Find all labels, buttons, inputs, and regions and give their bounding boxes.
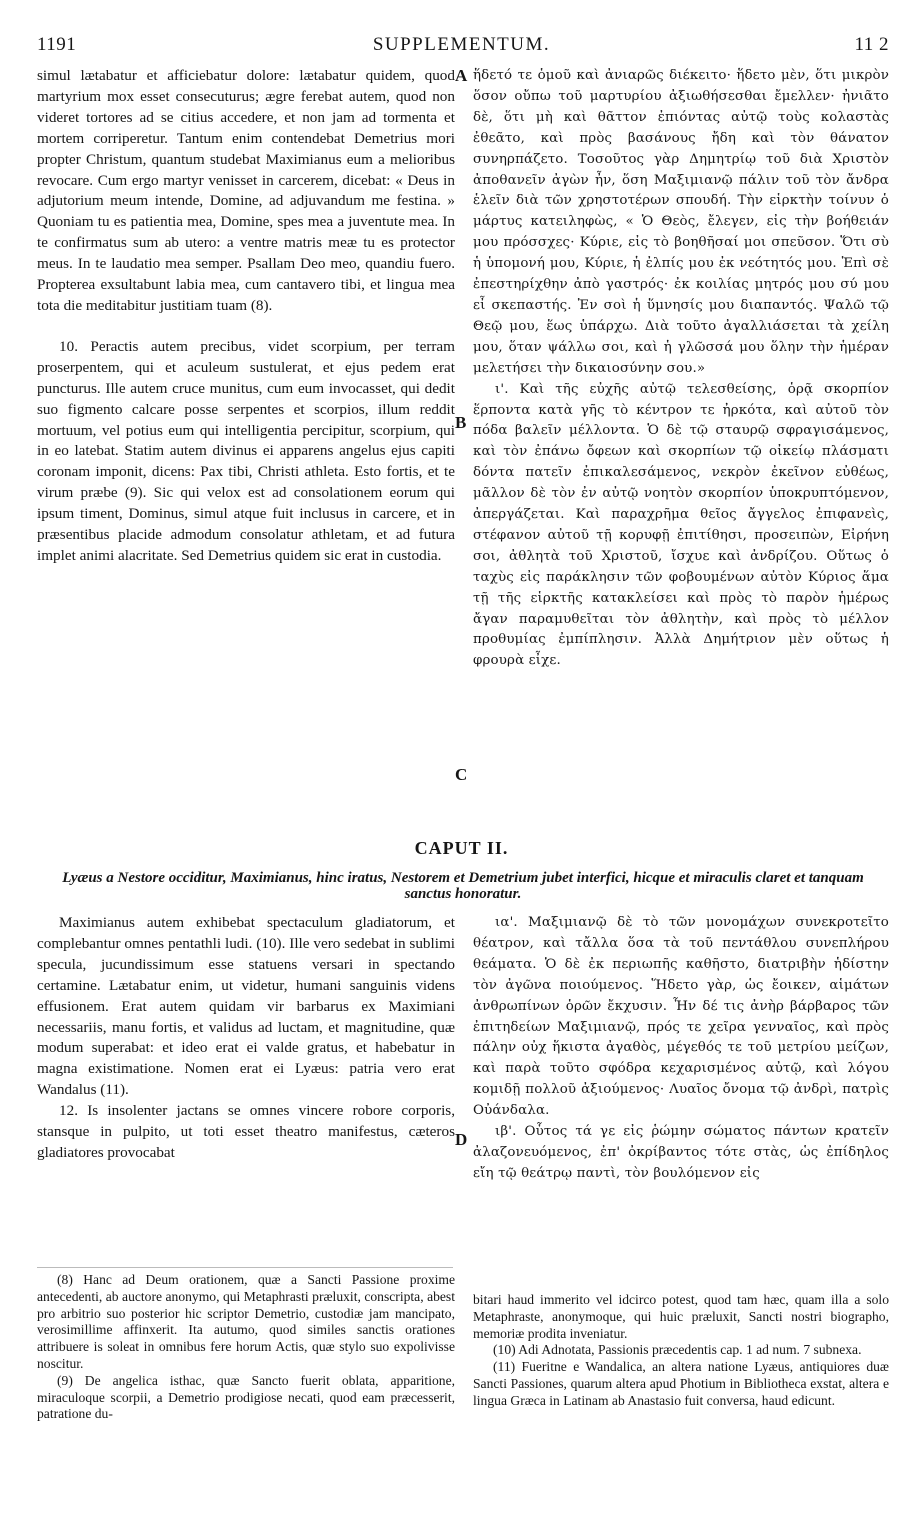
latin-column-top [37, 66, 455, 567]
footnote-11: (11) Fueritne e Wandalica, an altera natione Lyæus, antiquiores duæ Sancti Passiones, quarum altera apud Photium in Bibliotheca exstat, altera e lingua Græca in Latinam ab Anastasio fuit conversa, haud edicunt. [473, 1359, 889, 1408]
page-number-left: 1191 [37, 34, 77, 55]
footnote-10: (10) Adi Adnotata, Passionis præcedentis cap. 1 ad num. 7 subnexa. [493, 1342, 862, 1358]
latin-paragraph: 12. Is insolenter jactans se omnes vincere robore corporis, stansque in pulpito, ut toti esset theatro manifestus, cæteros gladiatores provocabat [37, 1102, 455, 1161]
footnote-8: (8) Hanc ad Deum orationem, quæ a Sancti Passione proxime antecedenti, ab auctore anonymo, qui Metaphrasti præluxit, conscripta, abest pro arbitrio suo posterior hic scriptor Demetrio, custodiæ jam mancipato, verosimillime affinxerit. Ita autumo, quod similes sanctis orationes attribuere is soleat in omnibus fere horum Actis, quæ stylo suo expolivisse noscitur. [37, 1272, 455, 1371]
latin-paragraph: Maximianus autem exhibebat spectaculum gladiatorum, et complebantur omnes pentathli ludi. (10). Ille vero sedebat in sublimi specula, jucundissimum esse statuens versari in spectando certamine. Lætabatur enim, ut videtur, humani sanguinis videns effusionem. Erat autem quidam vir barbarus ex Maximiani necessariis, manu fortis, et validus ad luctam, et magnitudine, quæ modum superabat: et ideo erat ei valde gratus, et habebatur in magna existimatione. Nomen erat ei Lyæus: patria vero erat Wandalus (11). [37, 914, 455, 1099]
chapter-summary: Lyæus a Nestore occiditur, Maximianus, hinc iratus, Nestorem et Demetrium jubet interfici, hicque et miraculis claret et tanquam sanctus honoratur. [62, 870, 864, 902]
footnote-divider [37, 1267, 453, 1268]
footnotes-left [37, 1272, 455, 1423]
latin-column-bottom [37, 913, 455, 1164]
latin-paragraph: simul lætabatur et afficiebatur dolore: lætabatur quidem, quod martyrium mox esset consecuturus; ægre ferebat autem, quod non videret tortores ad se citius accedere, et non jam ad tormenta et mortem corriperetur. Tantum enim contendebat Demetrius mori propter Christum, quantum studebat Maximianus eum a melioribus revocare. Cum ergo martyr venisset in carcerem, dicebat: « Deus in adjutorium meum intende, Domine, ad adjuvandum me festina. » Quoniam tu es patientia mea, Domine, spes mea a juventute mea. In te confirmatus sum ab utero: a ventre matris meæ tu es protector meus. In te laudatio mea semper. Psallam Deo meo, quandiu fuero. Propterea exsultabunt labia mea, cum cantavero tibi, et lingua mea tota die meditabitur justitiam tuam (8). [37, 67, 455, 314]
footnote-9: (9) De angelica isthac, quæ Sancto fuerit oblata, apparitione, miraculoque scorpii, a Demetrio prodigiose necati, quod eam præcesserit, patratione du- [37, 1372, 455, 1422]
greek-paragraph: ἥδετό τε ὁμοῦ καὶ ἀνιαρῶς διέκειτο· ἥδετο μὲν, ὅτι μικρὸν ὅσον οὔπω τοῦ μαρτυρίου ἀξιωθήσεσθαι ἔμελλεν· ἠνιᾶτο δὲ, ὅτι μὴ καὶ θᾶττον ἐπιόντας αὐτῷ τοὺς κολαστὰς ἐθεᾶτο, καὶ πρὸς βασάνους ἤδη καὶ τὸν θάνατον συνηρπάζετο. Τοσοῦτος γὰρ Δημητρίῳ τοῦ διὰ Χριστὸν ἀποθανεῖν ἀγὼν ἦν, ὅση Μαξιμιανῷ πάλιν τοῦ τὸν ἄνδρα ἑλεῖν διὰ τῶν χρηστοτέρων σπουδή. Τὴν εἱρκτὴν τοίνυν ὁ μάρτυς κατειληφὼς, « Ὁ Θεὸς, ἔλεγεν, εἰς τὴν βοήθειάν μου πρόσσχες· Κύριε, εἰς τὸ βοηθῆσαί μοι σπεῦσον. Ὅτι σὺ ἡ ὑπομονή μου, Κύριε, ἡ ἐλπίς μου ἐκ νεότητός μου. Ἐπὶ σὲ ἐπεστηρίχθην ἀπὸ γαστρός· ἐκ κοιλίας μητρός μου σύ μου εἶ σκεπαστής. Ἐν σοὶ ἡ ὕμνησίς μου διαπαντός. Ψαλῶ τῷ Θεῷ μου, ἕως ὑπάρχω. Διὰ τοῦτο ἀγαλλιάσεται τὰ χείλη μου, ὅταν ψάλλω σοι, καὶ ἡ γλῶσσά μου ὅλην τὴν ἡμέραν μελετήσει τὴν δικαιοσύνην σου.» [473, 68, 889, 376]
margin-letter-b: B [455, 413, 467, 432]
greek-column-bottom [473, 913, 889, 1185]
greek-paragraph: ι'. Καὶ τῆς εὐχῆς αὐτῷ τελεσθείσης, ὁρᾷ σκορπίον ἕρποντα κατὰ γῆς τὸ κέντρον τε ἠρκότα, καὶ αὐτοῦ τὸν πόδα βαλεῖν μέλλοντα. Ὁ δὲ τῷ σταυρῷ σφραγισάμενος, καὶ τὸν ἐπάνω ὄφεων καὶ σκορπίων τῷ οἰκείῳ πλάσματι δόντα πατεῖν ἐπικαλεσάμενος, νεκρὸν ἐκεῖνον εὐθέως, μᾶλλον δὲ τὸν ἐν αὐτῷ νοητὸν σκορπίον ὑποκρυπτόμενον, ἀπεργάζεται. Καὶ παραχρῆμα θεῖος ἄγγελος ἐπιφανεὶς, στέφανον αὐτοῦ τῇ κορυφῇ ἐπιτίθησι, προσειπὼν, Εἰρήνη σοι, ἀθλητὰ τοῦ Χριστοῦ, ἴσχυε καὶ ἀνδρίζου. Οὕτως ὁ ταχὺς εἰς παράκλησιν τῶν φοβουμένων αὐτὸν Κύριος ἅμα τῇ τῆς εἱρκτῆς κατακλείσει καὶ πρὸς τὸ παρὸν ἡμέρως ἄγαν παραμυθεῖται τὸν ἀθλητὴν, καὶ πρὸς τὸ μέλλον προθυμίας ἐμπίπλησιν. Ἀλλὰ Δημήτριον μὲν οὕτως ἡ φρουρὰ εἶχε. [473, 381, 889, 669]
running-title: SUPPLEMENTUM. [372, 34, 551, 55]
footnotes-right [473, 1292, 889, 1410]
footnote-9-continued: bitari haud immerito vel idcirco potest, quod tam hæc, quam illa a solo Metaphraste, anonymoque, qui huic præluxit, Sancti nostri biographo, memoriæ prodita inveniatur. [473, 1292, 889, 1341]
margin-letter-c: C [455, 765, 468, 784]
latin-paragraph: 10. Peractis autem precibus, videt scorpium, per terram proserpentem, qui et aculeum sustulerat, et ejus pedem erat puncturus. Ille autem cruce munitus, cum eum invocasset, qui dedit suo figmento calcare posse serpentes et scorpios, illum reddit mortuum, vel potius eum qui intelligentia percipitur, scorpium, qui in eo latebat. Statim autem divinus ei apparens angelus ejus capiti coronam imponit, dicens: Pax tibi, Christi athleta. Esto fortis, et te virum præbe (9). Sic qui velox est ad consolationem eorum qui ipsum timent, Dominus, simul atque fuit inclusus in carcere, et in præsentibus placide admodum consolatur athletam, et ad futura implet animi alacritate. Sed Demetrius quidem sic erat in custodia. [37, 337, 455, 564]
greek-column-top [473, 66, 889, 672]
greek-paragraph: ια'. Μαξιμιανῷ δὲ τὸ τῶν μονομάχων συνεκροτεῖτο θέατρον, καὶ τἄλλα ὅσα τὰ τοῦ πεντάθλου συνεπλήρου θεάματα. Ὁ δὲ ἐκ περιωπῆς καθῆστο, διατριβὴν ἡδίστην τὸν ἀγῶνα ποιούμενος. Ἥδετο γὰρ, ὡς ἔοικεν, αἱμάτων ἀνθρωπίνων ὁρῶν ἔκχυσιν. Ἦν δέ τις ἀνὴρ βάρβαρος τῶν ἐπιτηδείων Μαξιμιανῷ, πρός τε χεῖρα γενναῖος, καὶ πρὸς πάλην οὐχ ἥκιστα ἀγαθὸς, μέγεθός τε τοῦ μετρίου μείζων, καὶ παρὰ τοῦτο σφόδρα κεχαρισμένος αὐτῷ, καὶ λόγου κομιδῇ πολλοῦ ἀξιούμενος· Λυαῖος ὄνομα τῷ ἀνδρὶ, πατρὶς Οὐάνδαλα. [473, 915, 889, 1119]
chapter-heading: CAPUT II. [414, 838, 509, 858]
page-number-right: 11 2 [854, 34, 889, 55]
margin-letter-d: D [455, 1130, 468, 1149]
greek-paragraph: ιβ'. Οὗτος τά γε εἰς ῥώμην σώματος πάντων κρατεῖν ἀλαζονευόμενος, ἐπ' ὀκρίβαντος τότε στὰς, ὡς ἐπίδηλος εἴη τῷ θεάτρῳ παντὶ, τὸν βουλόμενον εἰς [473, 1124, 889, 1181]
margin-letter-a: A [455, 66, 468, 85]
